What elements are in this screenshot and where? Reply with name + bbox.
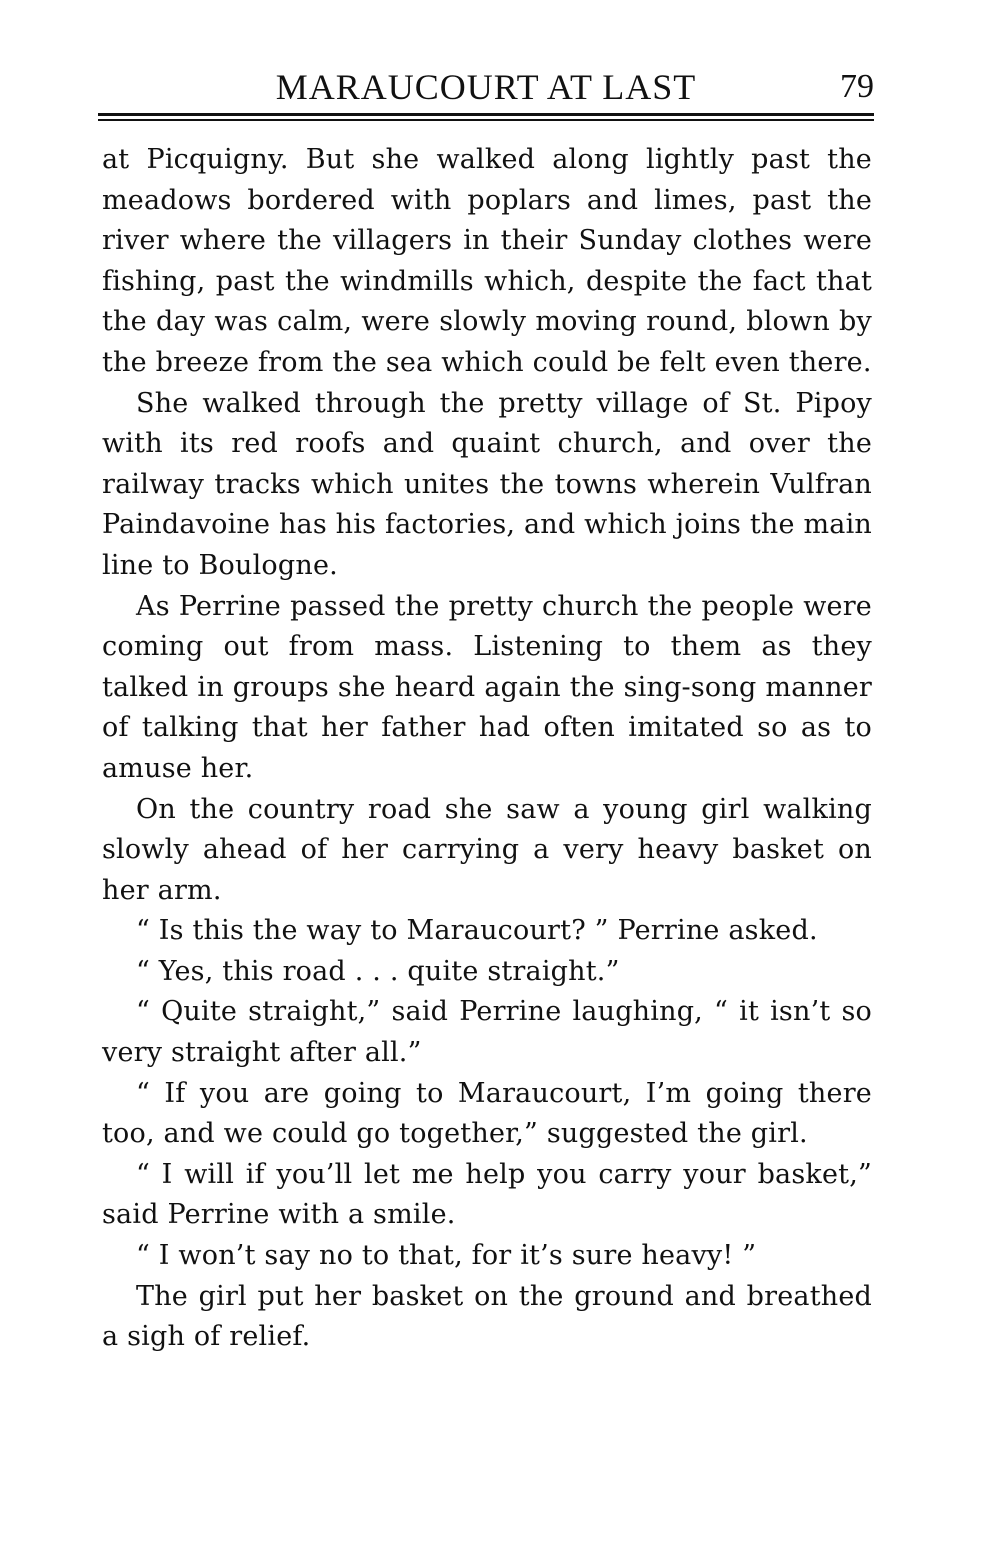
paragraph-1: at Picquigny. But she walked along lightly past the meadows bordered with poplars and limes, past the river where the villagers in their Sunday clothes were fishing, past the windmills which, despite the fact that the day was calm, were slowly moving round, blown by the breeze from the sea which could be felt even there. (102, 144, 872, 378)
paragraph-3: As Perrine passed the pretty church the people were coming out from mass. Listening to them as they talked in groups she heard again the sing-song manner of talking that her father had often imitated so as to amuse her. (102, 590, 872, 784)
paragraph-5: “ Is this the way to Maraucourt? ” Perrine asked. (136, 915, 818, 947)
header-rule (98, 113, 874, 116)
running-head: MARAUCOURT AT LAST (275, 67, 697, 107)
page-header (98, 64, 874, 114)
paragraph-11: The girl put her basket on the ground and breathed a sigh of relief. (102, 1280, 872, 1353)
paragraph-6: “ Yes, this road . . . quite straight.” (136, 955, 620, 987)
body-text (102, 140, 872, 1358)
paragraph-7: “ Quite straight,” said Perrine laughing, “ it isn’t so very straight after all.” (102, 996, 872, 1069)
page-number: 79 (840, 68, 874, 105)
paragraph-10: “ I won’t say no to that, for it’s sure heavy! ” (136, 1240, 757, 1272)
paragraph-2: She walked through the pretty village of St. Pipoy with its red roofs and quaint church, and over the railway tracks which unites the towns wherein Vulfran Paindavoine has his factories, and which joins the main line to Boulogne. (102, 387, 872, 581)
paragraph-9: “ I will if you’ll let me help you carry your basket,” said Perrine with a smile. (102, 1158, 872, 1231)
header-rule-secondary (98, 119, 874, 121)
paragraph-8: “ If you are going to Maraucourt, I’m going there too, and we could go together,” suggested the girl. (102, 1077, 872, 1150)
paragraph-4: On the country road she saw a young girl walking slowly ahead of her carrying a very heavy basket on her arm. (102, 793, 872, 906)
